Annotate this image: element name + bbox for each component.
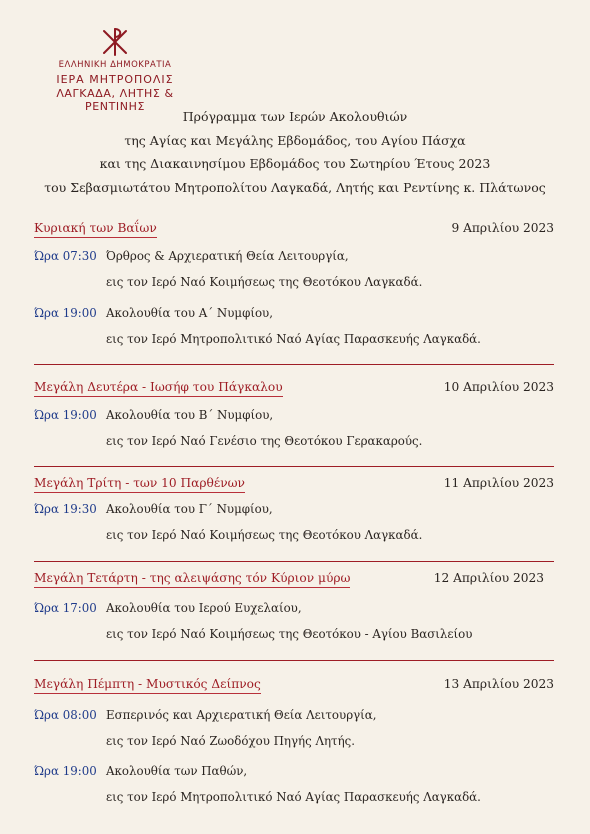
day-name: Κυριακή των Βαΐων <box>34 221 157 238</box>
chi-rho-emblem-icon <box>100 26 130 56</box>
day-header <box>34 677 554 697</box>
service-location: εις τον Ιερό Μητροπολιτικό Ναό Αγίας Παρασκευής Λαγκαδά. <box>106 790 481 804</box>
service-location: εις τον Ιερό Ναό Ζωοδόχου Πηγής Λητής. <box>106 734 356 748</box>
service-title: Ακολουθία του Γ΄ Νυμφίου, <box>106 502 273 516</box>
title-line-2: της Αγίας και Μεγάλης Εβδομάδος, του Αγίου Πάσχα <box>124 132 466 148</box>
day-name: Μεγάλη Πέμπτη - Μυστικός Δείπνος <box>34 677 261 694</box>
service-location: εις τον Ιερό Ναό Κοιμήσεως της Θεοτόκου Λαγκαδά. <box>106 275 423 289</box>
header-line-3: ΛΑΓΚΑΔΑ, ΛΗΤΗΣ & ΡΕΝΤΙΝΗΣ <box>56 87 174 113</box>
title-line-3: και της Διακαινησίμου Εβδομάδος του Σωτηρίου Έτους 2023 <box>99 156 491 171</box>
day-name: Μεγάλη Τρίτη - των 10 Παρθένων <box>34 476 245 493</box>
day-date: 10 Απριλίου 2023 <box>443 380 554 394</box>
day-section-holy-tuesday <box>34 476 554 542</box>
day-date: 11 Απριλίου 2023 <box>443 476 554 490</box>
service-title: Ακολουθία του Β΄ Νυμφίου, <box>106 408 274 422</box>
service-item <box>34 708 554 764</box>
day-section-holy-thursday <box>34 677 554 804</box>
metropolis-header <box>30 26 200 113</box>
document-title <box>0 105 590 199</box>
service-item <box>34 249 554 306</box>
day-date: 13 Απριλίου 2023 <box>443 677 554 691</box>
service-time: Ώρα 19:00 <box>34 764 97 778</box>
section-divider <box>34 364 554 365</box>
service-item <box>34 408 554 448</box>
day-date: 12 Απριλίου 2023 <box>433 571 544 585</box>
service-location: εις τον Ιερό Μητροπολιτικό Ναό Αγίας Παρασκευής Λαγκαδά. <box>106 332 481 346</box>
day-section-palm-sunday <box>34 221 554 346</box>
day-header <box>34 476 554 496</box>
title-line-1: Πρόγραμμα των Ιερών Ακολουθιών <box>182 109 408 124</box>
service-time: Ώρα 17:00 <box>34 601 97 615</box>
service-item <box>34 601 554 641</box>
day-header <box>34 221 554 241</box>
service-item <box>34 764 554 804</box>
service-title: Ακολουθία των Παθών, <box>106 764 248 778</box>
day-section-holy-wednesday <box>34 571 554 641</box>
header-line-1: ΕΛΛΗΝΙΚΗ ΔΗΜΟΚΡΑΤΙΑ <box>58 60 172 70</box>
service-time: Ώρα 08:00 <box>34 708 97 722</box>
service-time: Ώρα 07:30 <box>34 249 97 263</box>
day-name: Μεγάλη Τετάρτη - της αλειψάσης τόν Κύριον μύρω <box>34 571 350 588</box>
day-section-holy-monday <box>34 380 554 448</box>
section-divider <box>34 660 554 661</box>
day-date: 9 Απριλίου 2023 <box>451 221 554 235</box>
service-location: εις τον Ιερό Ναό Κοιμήσεως της Θεοτόκου Λαγκαδά. <box>106 528 423 542</box>
service-location: εις τον Ιερό Ναό Γενέσιο της Θεοτόκου Γερακαρούς. <box>106 434 423 448</box>
service-time: Ώρα 19:30 <box>34 502 97 516</box>
service-item <box>34 306 554 346</box>
section-divider <box>34 561 554 562</box>
header-line-2: ΙΕΡΑ ΜΗΤΡΟΠΟΛΙΣ <box>56 73 174 86</box>
service-title: Ακολουθία του Α΄ Νυμφίου, <box>106 306 273 320</box>
section-divider <box>34 466 554 467</box>
service-title: Όρθρος & Αρχιερατική Θεία Λειτουργία, <box>106 249 349 263</box>
service-time: Ώρα 19:00 <box>34 408 97 422</box>
service-item <box>34 502 554 542</box>
service-title: Εσπερινός και Αρχιερατική Θεία Λειτουργία, <box>106 708 377 722</box>
service-location: εις τον Ιερό Ναό Κοιμήσεως της Θεοτόκου - Αγίου Βασιλείου <box>106 627 473 641</box>
service-title: Ακολουθία του Ιερού Ευχελαίου, <box>106 601 302 615</box>
day-header <box>34 571 554 591</box>
day-name: Μεγάλη Δευτέρα - Ιωσήφ του Πάγκαλου <box>34 380 283 397</box>
service-time: Ώρα 19:00 <box>34 306 97 320</box>
day-header <box>34 380 554 400</box>
title-line-4: του Σεβασμιωτάτου Μητροπολίτου Λαγκαδά, Λητής και Ρεντίνης κ. Πλάτωνος <box>44 179 546 195</box>
